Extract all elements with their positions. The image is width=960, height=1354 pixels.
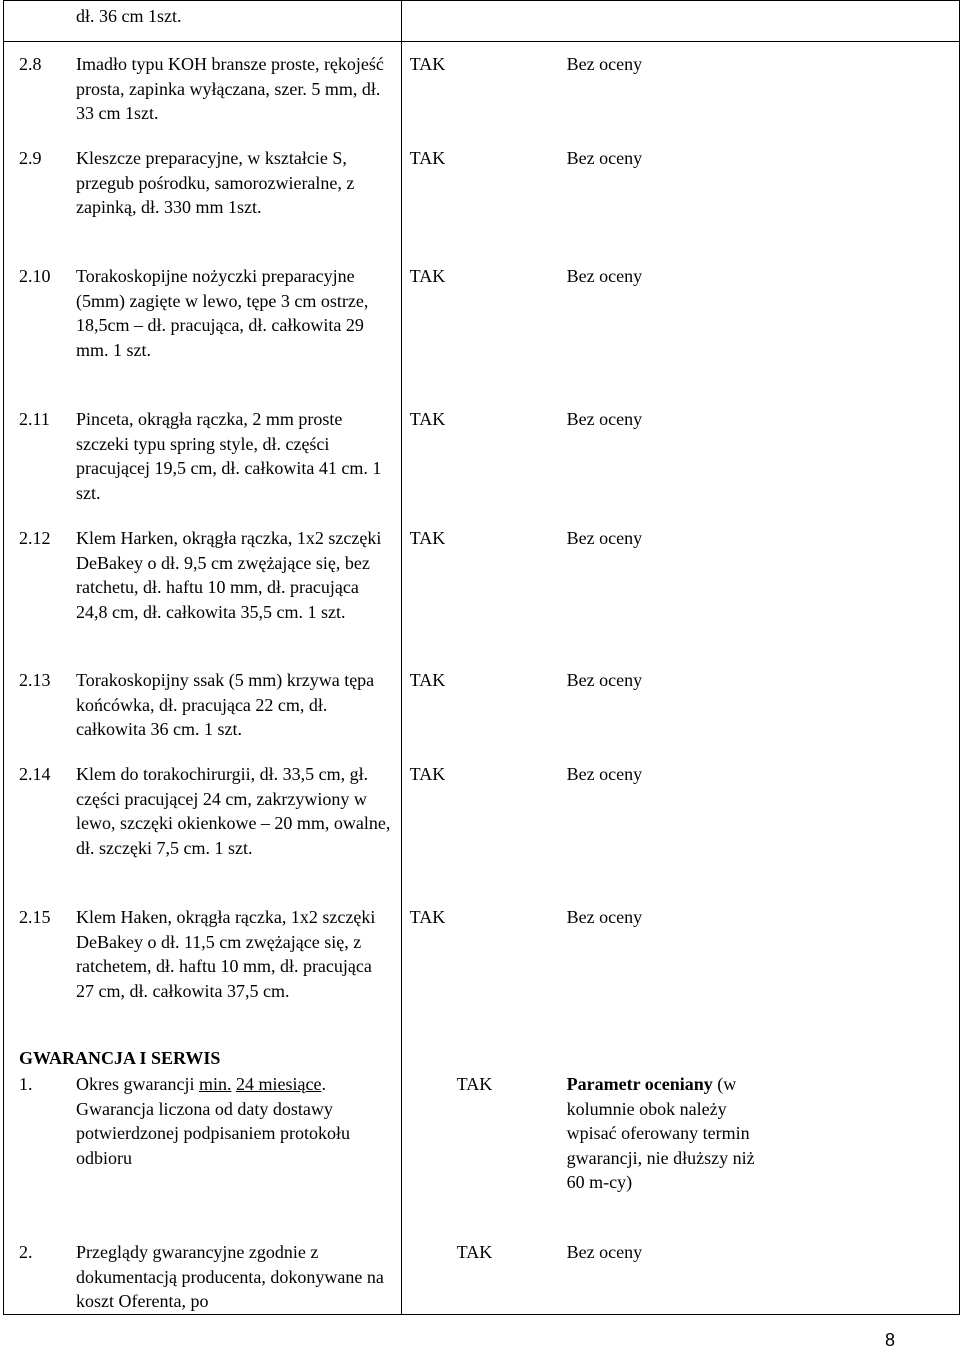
items-cell xyxy=(4,42,402,1315)
spec-table xyxy=(3,0,960,1315)
desc-prefix: Okres gwarancji xyxy=(76,1074,199,1094)
desc-suffix: . Gwarancja liczona od daty dostawy potwierdzonej podpisaniem protokołu odbioru xyxy=(76,1074,350,1168)
item-number: 2.9 xyxy=(19,148,42,168)
item-description xyxy=(76,1072,391,1170)
required-value: TAK xyxy=(409,528,446,548)
item-number: 2. xyxy=(19,1242,33,1262)
item-description: Torakoskopijny ssak (5 mm) krzywa tępa końcówka, dł. pracująca 22 cm, dł. całkowita 36 cm. 1 szt. xyxy=(76,670,375,739)
warranty-section-title: GWARANCJA I SERWIS xyxy=(19,1048,221,1068)
required-value: TAK xyxy=(456,1242,493,1262)
rating-value: Bez oceny xyxy=(566,764,643,784)
item-description: Klem do torakochirurgii, dł. 33,5 cm, gł. części pracującej 24 cm, zakrzywiony w lewo, szczęki okienkowe – 20 mm, owalne, dł. szczęki 7,5 cm. 1 szt. xyxy=(76,764,391,858)
item-2-12 xyxy=(4,526,391,624)
rating-value: Bez oceny xyxy=(566,409,643,429)
item-description: Torakoskopijne nożyczki preparacyjne (5mm) zagięte w lewo, tępe 3 cm ostrze, 18,5cm – dł. pracująca, dł. całkowita 29 mm. 1 szt. xyxy=(76,266,369,360)
rating-value: Bez oceny xyxy=(566,1242,643,1262)
required-value: TAK xyxy=(409,907,446,927)
rating-rest: (w kolumnie obok należy wpisać oferowany termin gwarancji, nie dłuższy niż 60 m-cy) xyxy=(566,1074,755,1192)
item-number: 2.13 xyxy=(19,670,51,690)
item-2-11 xyxy=(4,407,391,505)
item-number: 2.8 xyxy=(19,54,42,74)
header-fragment-cell xyxy=(4,1,402,42)
item-number: 1. xyxy=(19,1074,33,1094)
required-value: TAK xyxy=(409,266,446,286)
warranty-item-2 xyxy=(4,1240,391,1314)
item-2-8 xyxy=(4,52,391,126)
item-number: 2.10 xyxy=(19,266,51,286)
header-fragment: dł. 36 cm 1szt. xyxy=(76,6,182,26)
item-number: 2.14 xyxy=(19,764,51,784)
required-value: TAK xyxy=(409,764,446,784)
item-description: Klem Haken, okrągła rączka, 1x2 szczęki DeBakey o dł. 11,5 cm zwężające się, z ratchetem, dł. haftu 10 mm, dł. pracująca 27 cm, dł. całkowita 37,5 cm. xyxy=(76,907,376,1001)
required-value: TAK xyxy=(409,670,446,690)
rating-value: Bez oceny xyxy=(566,266,643,286)
rating-value: Bez oceny xyxy=(566,54,643,74)
header-fragment-values xyxy=(401,1,959,42)
rating-value xyxy=(567,1072,767,1195)
item-description: Klem Harken, okrągła rączka, 1x2 szczęki DeBakey o dł. 9,5 cm zwężające się, bez ratchetu, dł. haftu 10 mm, dł. pracująca 24,8 cm, dł. całkowita 35,5 cm. 1 szt. xyxy=(76,528,382,622)
required-value: TAK xyxy=(409,148,446,168)
desc-underline-months: 24 miesiące xyxy=(235,1074,322,1094)
rating-value: Bez oceny xyxy=(566,528,643,548)
item-number: 2.15 xyxy=(19,907,51,927)
item-2-9 xyxy=(4,146,391,220)
rating-bold: Parametr oceniany xyxy=(566,1074,713,1094)
item-2-10 xyxy=(4,264,391,362)
item-description: Pinceta, okrągła rączka, 2 mm proste szczeki typu spring style, dł. części pracującej 19,5 cm, dł. całkowita 41 cm. 1 szt. xyxy=(76,409,382,503)
item-description: Imadło typu KOH bransze proste, rękojeść prosta, zapinka wyłączana, szer. 5 mm, dł. 33 cm 1szt. xyxy=(76,54,384,123)
warranty-item-1 xyxy=(4,1072,391,1170)
rating-value: Bez oceny xyxy=(566,148,643,168)
rating-value: Bez oceny xyxy=(566,907,643,927)
required-value: TAK xyxy=(456,1074,493,1094)
required-value: TAK xyxy=(409,54,446,74)
values-cell xyxy=(401,42,959,1315)
item-description: Przeglądy gwarancyjne zgodnie z dokumentacją producenta, dokonywane na koszt Oferenta, po xyxy=(76,1242,384,1311)
rating-value: Bez oceny xyxy=(566,670,643,690)
item-description: Kleszcze preparacyjne, w kształcie S, przegub pośrodku, samorozwieralne, z zapinką, dł. 330 mm 1szt. xyxy=(76,148,355,217)
item-2-15 xyxy=(4,905,391,1003)
desc-underline-min: min. xyxy=(198,1074,232,1094)
item-2-13 xyxy=(4,668,391,742)
item-number: 2.11 xyxy=(19,409,50,429)
page-number: 8 xyxy=(884,1330,895,1350)
item-2-14 xyxy=(4,762,391,860)
item-number: 2.12 xyxy=(19,528,51,548)
required-value: TAK xyxy=(409,409,446,429)
